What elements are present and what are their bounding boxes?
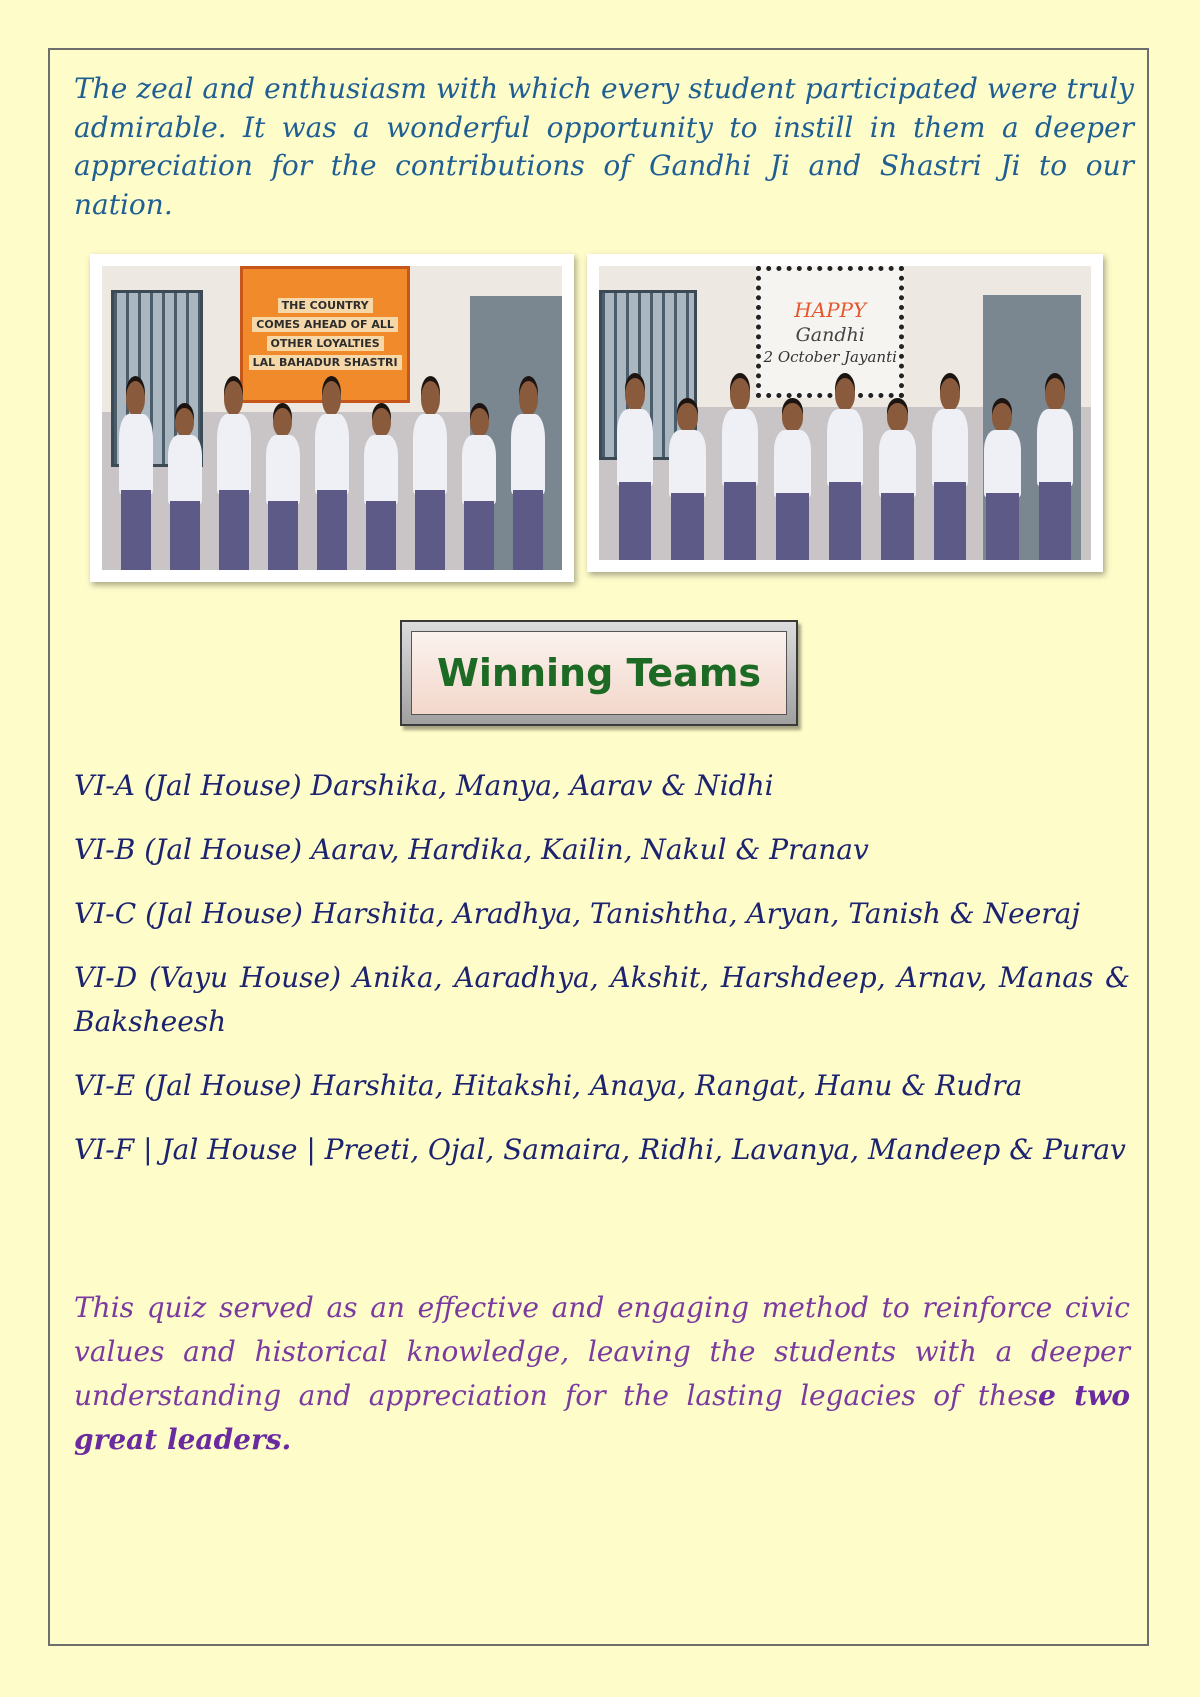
team-entry: VI-A (Jal House) Darshika, Manya, Aarav & Nidhi — [74, 769, 774, 802]
team-entry: VI-F | Jal House | Preeti, Ojal, Samaira, Ridhi, Lavanya, Mandeep & Purav — [74, 1133, 1126, 1166]
student — [667, 393, 708, 560]
team-entry: VI-E (Jal House) Harshita, Hitakshi, Anaya, Rangat, Hanu & Rudra — [74, 1069, 1023, 1102]
student — [411, 369, 449, 570]
student — [313, 369, 351, 570]
team-entry: VI-B (Jal House) Aarav, Hardika, Kailin, Nakul & Pranav — [74, 833, 869, 866]
student-group — [609, 366, 1081, 560]
winning-teams-list — [74, 764, 1130, 1192]
student — [362, 397, 400, 570]
photo-students-gandhi-board — [587, 254, 1103, 572]
student — [166, 397, 204, 570]
team-entry: VI-D (Vayu House) Anika, Aaradhya, Akshit, Harshdeep, Arnav, Manas & Baksheesh — [74, 961, 1130, 1038]
board-line: LAL BAHADUR SHASTRI — [249, 355, 402, 370]
student — [215, 369, 253, 570]
student — [264, 397, 302, 570]
student-group — [111, 369, 553, 570]
board-line: Gandhi — [795, 324, 865, 347]
student — [460, 397, 498, 570]
intro-paragraph: The zeal and enthusiasm with which every student participated were truly admirable. It was a wonderful opportunity to instill in them a deeper appreciation for the contributions of Gandhi Ji and Shastri Ji to our nation. — [74, 72, 1134, 221]
board-line: THE COUNTRY — [278, 298, 373, 313]
board-line: HAPPY — [794, 298, 867, 323]
closing-bold-text: e two great leaders. — [74, 1379, 1131, 1456]
student — [982, 393, 1023, 560]
student — [772, 393, 813, 560]
team-entry: VI-C (Jal House) Harshita, Aradhya, Tanishtha, Aryan, Tanish & Neeraj — [74, 897, 1081, 930]
board-line: 2 October Jayanti — [763, 348, 897, 367]
photo-students-shastri-board — [90, 254, 574, 582]
student — [615, 366, 656, 560]
student — [117, 369, 155, 570]
board-line: COMES AHEAD OF ALL — [252, 317, 398, 332]
board-line: OTHER LOYALTIES — [267, 336, 384, 351]
student — [1035, 366, 1076, 560]
student — [720, 366, 761, 560]
closing-paragraph — [74, 1286, 1130, 1462]
winning-teams-heading-box — [400, 620, 798, 726]
closing-text: This quiz served as an effective and engaging method to reinforce civic values and historical knowledge, leaving the students with a deeper understanding and appreciation for the lasting legacies of thes — [74, 1291, 1130, 1412]
student — [825, 366, 866, 560]
winning-teams-heading: Winning Teams — [411, 631, 787, 715]
student — [877, 393, 918, 560]
student — [509, 369, 547, 570]
student — [930, 366, 971, 560]
